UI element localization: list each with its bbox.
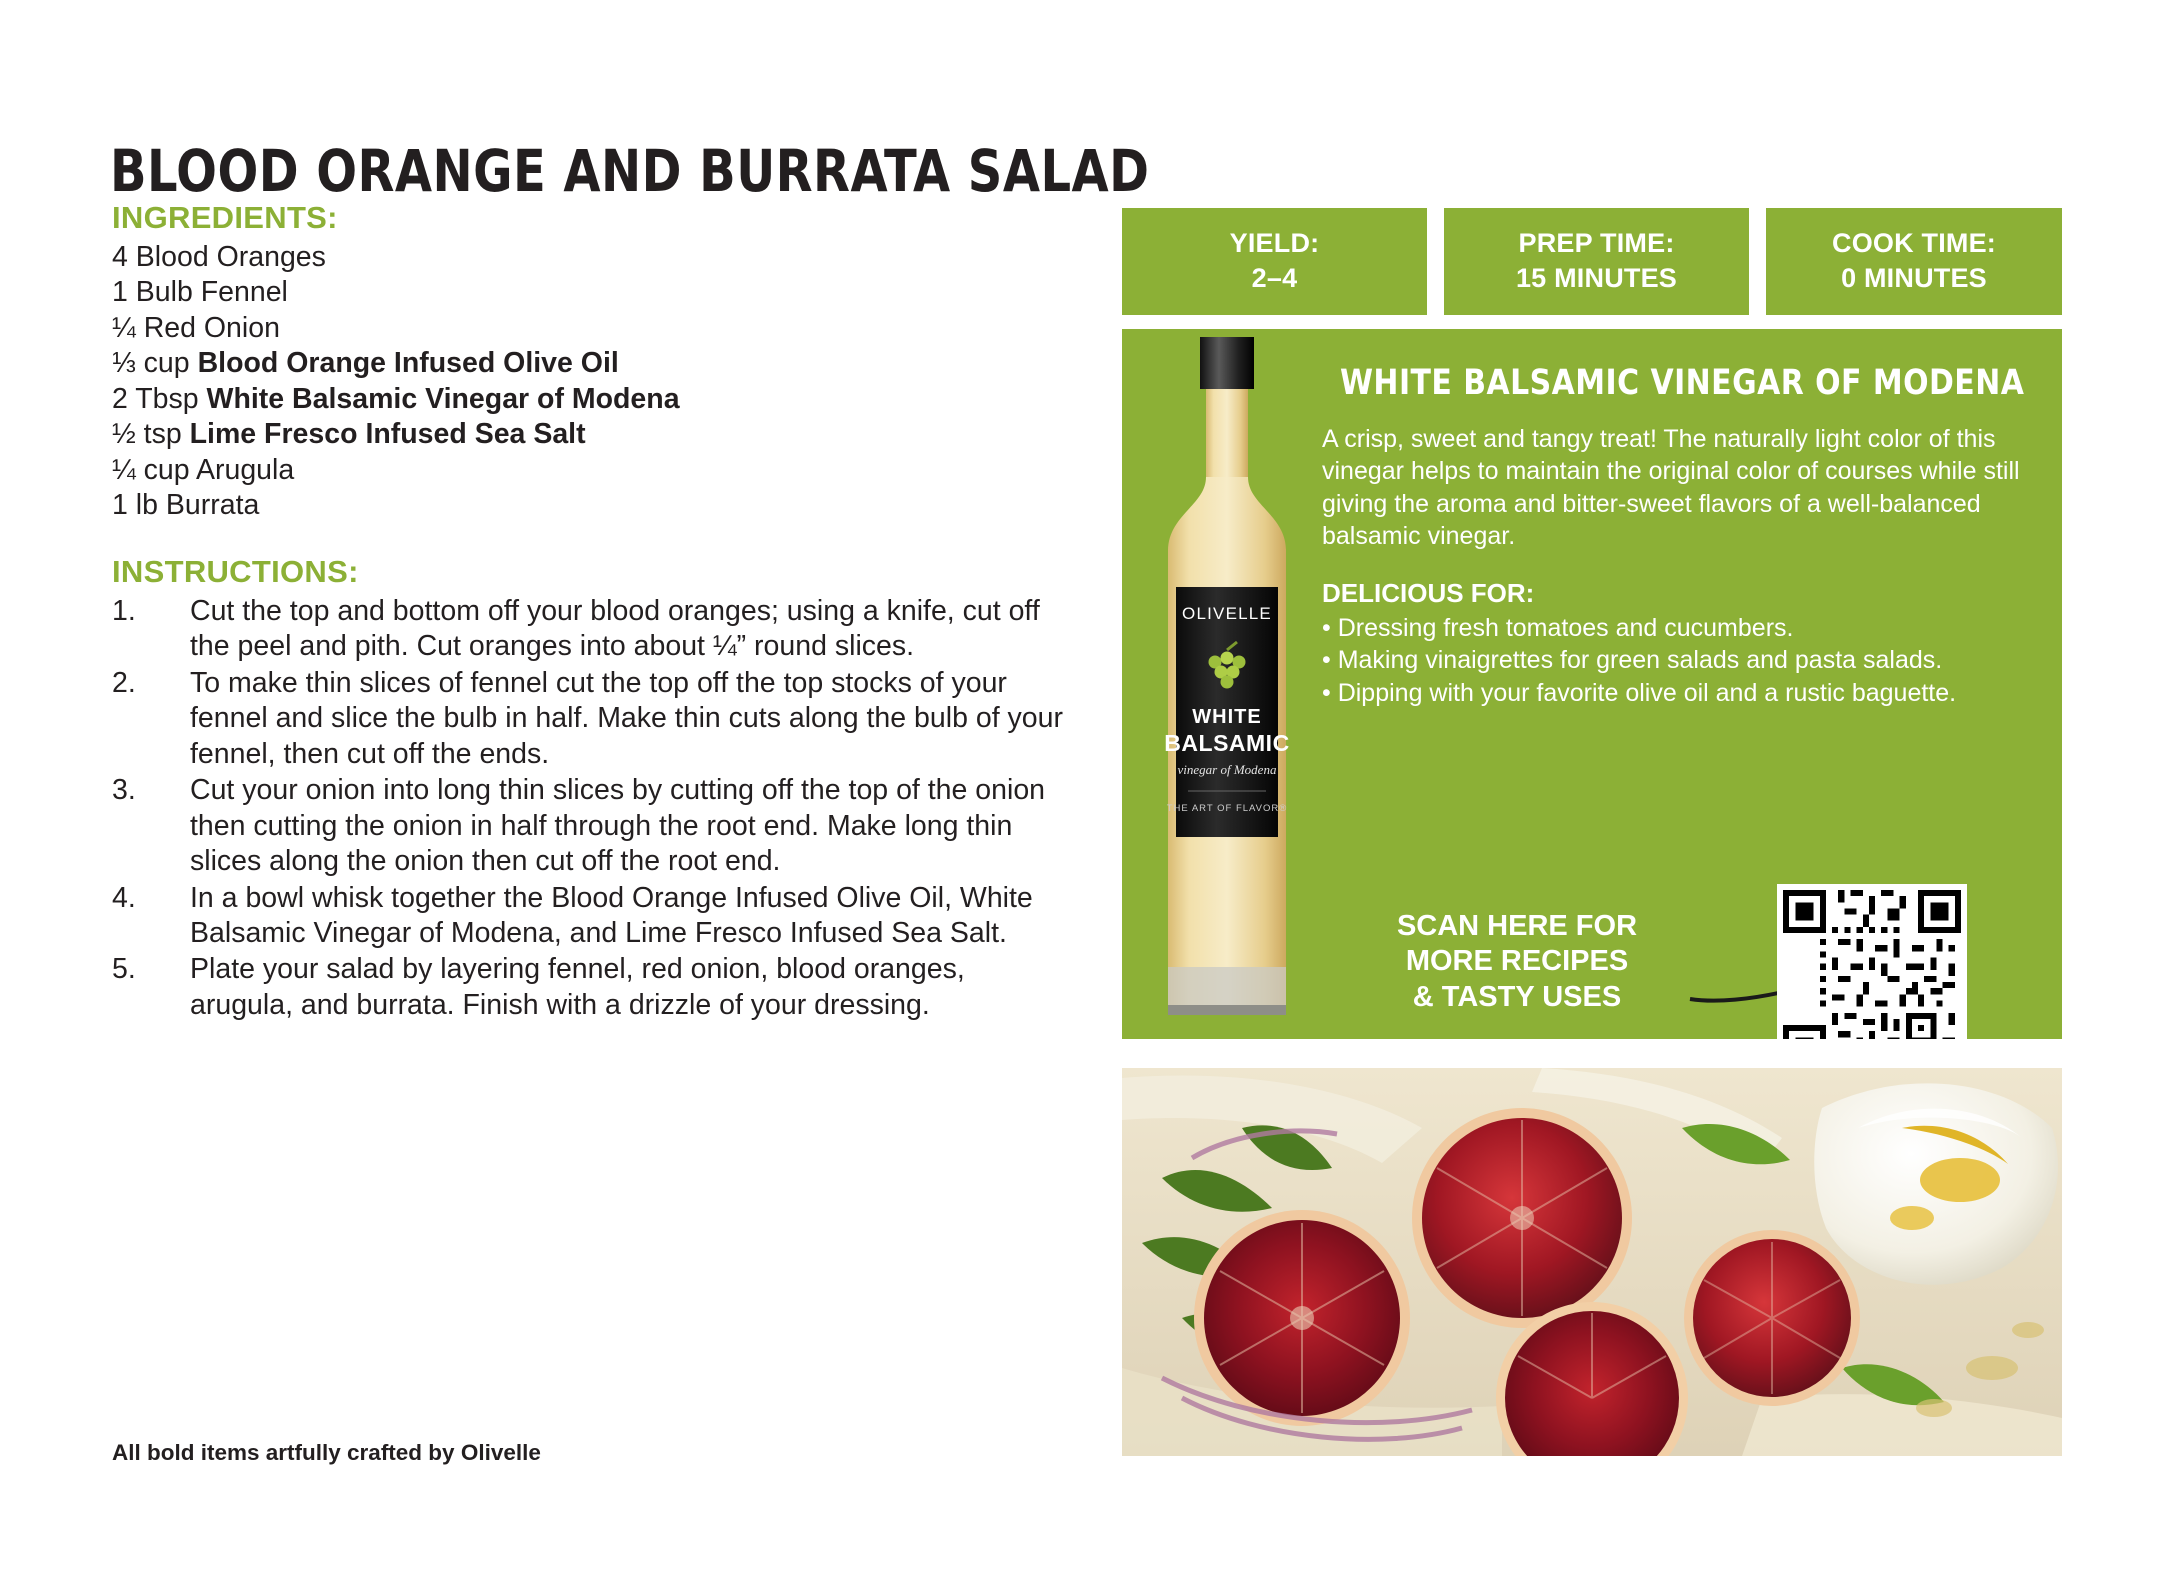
list-item bbox=[112, 773, 1072, 879]
product-title: WHITE BALSAMIC VINEGAR OF MODENA bbox=[1339, 363, 2025, 404]
delicious-for-heading: DELICIOUS FOR: bbox=[1322, 578, 1535, 609]
step-text: In a bowl whisk together the Blood Orange Infused Olive Oil, White Balsamic Vinegar of Modena, and Lime Fresco Infused Sea Salt. bbox=[190, 881, 1033, 949]
list-item bbox=[112, 594, 1072, 665]
product-panel bbox=[1122, 329, 2062, 1039]
footnote: All bold items artfully crafted by Olivelle bbox=[112, 1440, 541, 1465]
stat-prep-time bbox=[1444, 208, 1749, 315]
qr-code[interactable] bbox=[1777, 884, 1967, 1039]
dish-photo bbox=[1122, 1068, 2062, 1456]
stat-cook-time bbox=[1766, 208, 2062, 315]
list-item: 2 Tbsp White Balsamic Vinegar of Modena bbox=[112, 382, 680, 415]
svg-text:BALSAMIC: BALSAMIC bbox=[1164, 730, 1290, 757]
ingredients-list bbox=[112, 240, 1072, 524]
step-text: Plate your salad by layering fennel, red onion, blood oranges, arugula, and burrata. Finish with a drizzle of your dressing. bbox=[190, 953, 965, 1021]
list-item: • Dipping with your favorite olive oil and a rustic baguette. bbox=[1322, 678, 1957, 707]
svg-text:THE ART OF FLAVOR®: THE ART OF FLAVOR® bbox=[1166, 803, 1288, 815]
stat-yield bbox=[1122, 208, 1427, 315]
scan-line-2: MORE RECIPES bbox=[1405, 945, 1629, 978]
ingredients-heading: INGREDIENTS: bbox=[112, 200, 338, 235]
step-text: To make thin slices of fennel cut the top off the top stocks of your fennel and slice the bulb in half. Make thin cuts along the bulb of your fennel, then cut off the ends. bbox=[190, 666, 1063, 770]
list-item: ¼ Red Onion bbox=[112, 311, 280, 344]
svg-text:vinegar of Modena: vinegar of Modena bbox=[1177, 762, 1277, 778]
list-item bbox=[112, 952, 1072, 1023]
scan-line-1: SCAN HERE FOR bbox=[1396, 910, 1638, 943]
list-item: • Dressing fresh tomatoes and cucumbers. bbox=[1322, 614, 1794, 643]
stats-row bbox=[1122, 208, 2062, 315]
step-text: Cut the top and bottom off your blood oranges; using a knife, cut off the peel and pith. Cut oranges into about ¼” round slices. bbox=[190, 594, 1040, 663]
stat-label: YIELD: bbox=[1229, 228, 1320, 258]
page-title: BLOOD ORANGE AND BURRATA SALAD bbox=[110, 136, 1150, 205]
list-item: ⅓ cup Blood Orange Infused Olive Oil bbox=[112, 347, 619, 380]
qr-code-image bbox=[1783, 890, 1961, 1039]
delicious-for-list bbox=[1322, 612, 2040, 709]
instructions-list bbox=[112, 594, 1072, 1024]
stat-value: 0 MINUTES bbox=[1841, 262, 1987, 293]
list-item: ½ tsp Lime Fresco Infused Sea Salt bbox=[112, 418, 586, 451]
svg-text:OLIVELLE: OLIVELLE bbox=[1182, 604, 1272, 624]
stat-value: 2–4 bbox=[1251, 262, 1298, 293]
product-bottle-image bbox=[1132, 329, 1342, 1039]
step-number: 4. bbox=[112, 881, 136, 914]
product-description: A crisp, sweet and tangy treat! The naturally light color of this vinegar helps to maintain the original color of courses while still giving the aroma and bitter-sweet flavors of a well-balanced balsamic vinegar. bbox=[1322, 425, 2020, 550]
step-number: 2. bbox=[112, 666, 136, 699]
list-item bbox=[112, 666, 1072, 772]
scan-callout bbox=[1367, 909, 1667, 1015]
step-number: 5. bbox=[112, 953, 136, 986]
recipe-left-column bbox=[112, 200, 1072, 1024]
instructions-heading: INSTRUCTIONS: bbox=[112, 553, 359, 589]
step-number: 1. bbox=[112, 594, 136, 627]
stat-value: 15 MINUTES bbox=[1515, 262, 1678, 293]
list-item: 1 lb Burrata bbox=[112, 489, 260, 522]
list-item: • Making vinaigrettes for green salads and pasta salads. bbox=[1322, 646, 1943, 675]
recipe-right-column bbox=[1122, 208, 2062, 1039]
stat-label: COOK TIME: bbox=[1832, 228, 1996, 258]
list-item: ¼ cup Arugula bbox=[112, 453, 295, 486]
list-item: 1 Bulb Fennel bbox=[112, 276, 288, 309]
list-item: 4 Blood Oranges bbox=[112, 241, 326, 273]
stat-label: PREP TIME: bbox=[1518, 228, 1675, 258]
step-text: Cut your onion into long thin slices by cutting off the top of the onion then cutting the onion in half through the root end. Make long thin slices along the onion then cut off the root end. bbox=[190, 774, 1046, 878]
step-number: 3. bbox=[112, 774, 136, 807]
svg-text:WHITE: WHITE bbox=[1192, 706, 1262, 729]
list-item bbox=[112, 881, 1072, 952]
product-info bbox=[1322, 363, 2040, 709]
scan-line-3: & TASTY USES bbox=[1412, 980, 1622, 1013]
